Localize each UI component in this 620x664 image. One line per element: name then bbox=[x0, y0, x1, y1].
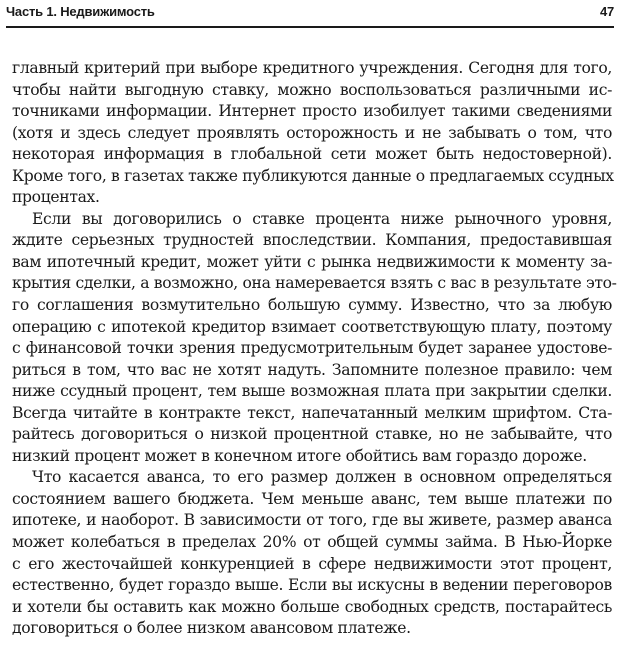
paragraph bbox=[12, 58, 612, 209]
text-line: операцию с ипотекой кредитор взимает соответствующую плату, поэтому bbox=[12, 317, 612, 336]
running-title: Часть 1. Недвижимость bbox=[6, 3, 155, 19]
text-line: го соглашения возмутительно большую сумму. Известно, что за любую bbox=[12, 296, 612, 315]
text-line: вам ипотечный кредит, может уйти с рынка недвижимости к моменту за- bbox=[12, 252, 612, 271]
running-head bbox=[6, 0, 614, 22]
text-line: договориться о более низком авансовом платеже. bbox=[12, 619, 411, 638]
text-line: ждите серьезных трудностей впоследствии. Компания, предоставившая bbox=[12, 231, 612, 250]
paragraph bbox=[12, 209, 617, 468]
text-line: чтобы найти выгодную ставку, можно воспользоваться различными ис- bbox=[12, 80, 612, 99]
text-line: естественно, будет гораздо выше. Если вы искусны в ведении переговоров bbox=[12, 576, 612, 595]
text-line: риться в том, что вас не хотят надуть. Запомните полезное правило: чем bbox=[12, 360, 612, 379]
text-line: процентах. bbox=[12, 188, 100, 207]
paragraph bbox=[12, 467, 612, 639]
text-line: может колебаться в пределах 20% от общей суммы займа. В Нью-Йорке bbox=[12, 533, 612, 552]
text-line: состоянием вашего бюджета. Чем меньше аванс, тем выше платежи по bbox=[12, 489, 612, 508]
text-line: крытия сделки, а возможно, она намеревается взять с вас в результате это- bbox=[12, 274, 617, 293]
text-line: и хотели бы оставить как можно больше свободных средств, постарайтесь bbox=[12, 597, 612, 616]
header-rule bbox=[6, 26, 614, 28]
page-number: 47 bbox=[599, 3, 614, 19]
text-line: с его жесточайшей конкуренцией в сфере недвижимости этот процент, bbox=[12, 554, 612, 573]
text-line: некоторая информация в глобальной сети может быть недостоверной). bbox=[12, 145, 612, 164]
text-line: точниками информации. Интернет просто изобилует такими сведениями bbox=[12, 102, 612, 121]
text-line: главный критерий при выборе кредитного учреждения. Сегодня для того, bbox=[12, 59, 612, 77]
text-line: райтесь договориться о низкой процентной ставке, но не забывайте, что bbox=[12, 425, 612, 444]
text-line: ниже ссудный процент, тем выше возможная плата при закрытии сделки. bbox=[12, 382, 612, 401]
text-line: Кроме того, в газетах также публикуются данные о предлагаемых ссудных bbox=[12, 166, 614, 185]
text-line: Всегда читайте в контракте текст, напечатанный мелким шрифтом. Ста- bbox=[12, 403, 612, 422]
text-line: Если вы договорились о ставке процента ниже рыночного уровня, bbox=[32, 209, 612, 228]
text-line: ипотеке, и наоборот. В зависимости от того, где вы живете, размер аванса bbox=[12, 511, 612, 530]
text-line: низкий процент может в конечном итоге обойтись вам гораздо дороже. bbox=[12, 446, 587, 465]
body-text bbox=[12, 58, 617, 640]
text-line: Что касается аванса, то его размер должен в основном определяться bbox=[32, 468, 612, 487]
text-line: с финансовой точки зрения предусмотрительным будет заранее удостове- bbox=[12, 339, 612, 358]
text-line: (хотя и здесь следует проявлять осторожность и не забывать о том, что bbox=[12, 123, 612, 142]
